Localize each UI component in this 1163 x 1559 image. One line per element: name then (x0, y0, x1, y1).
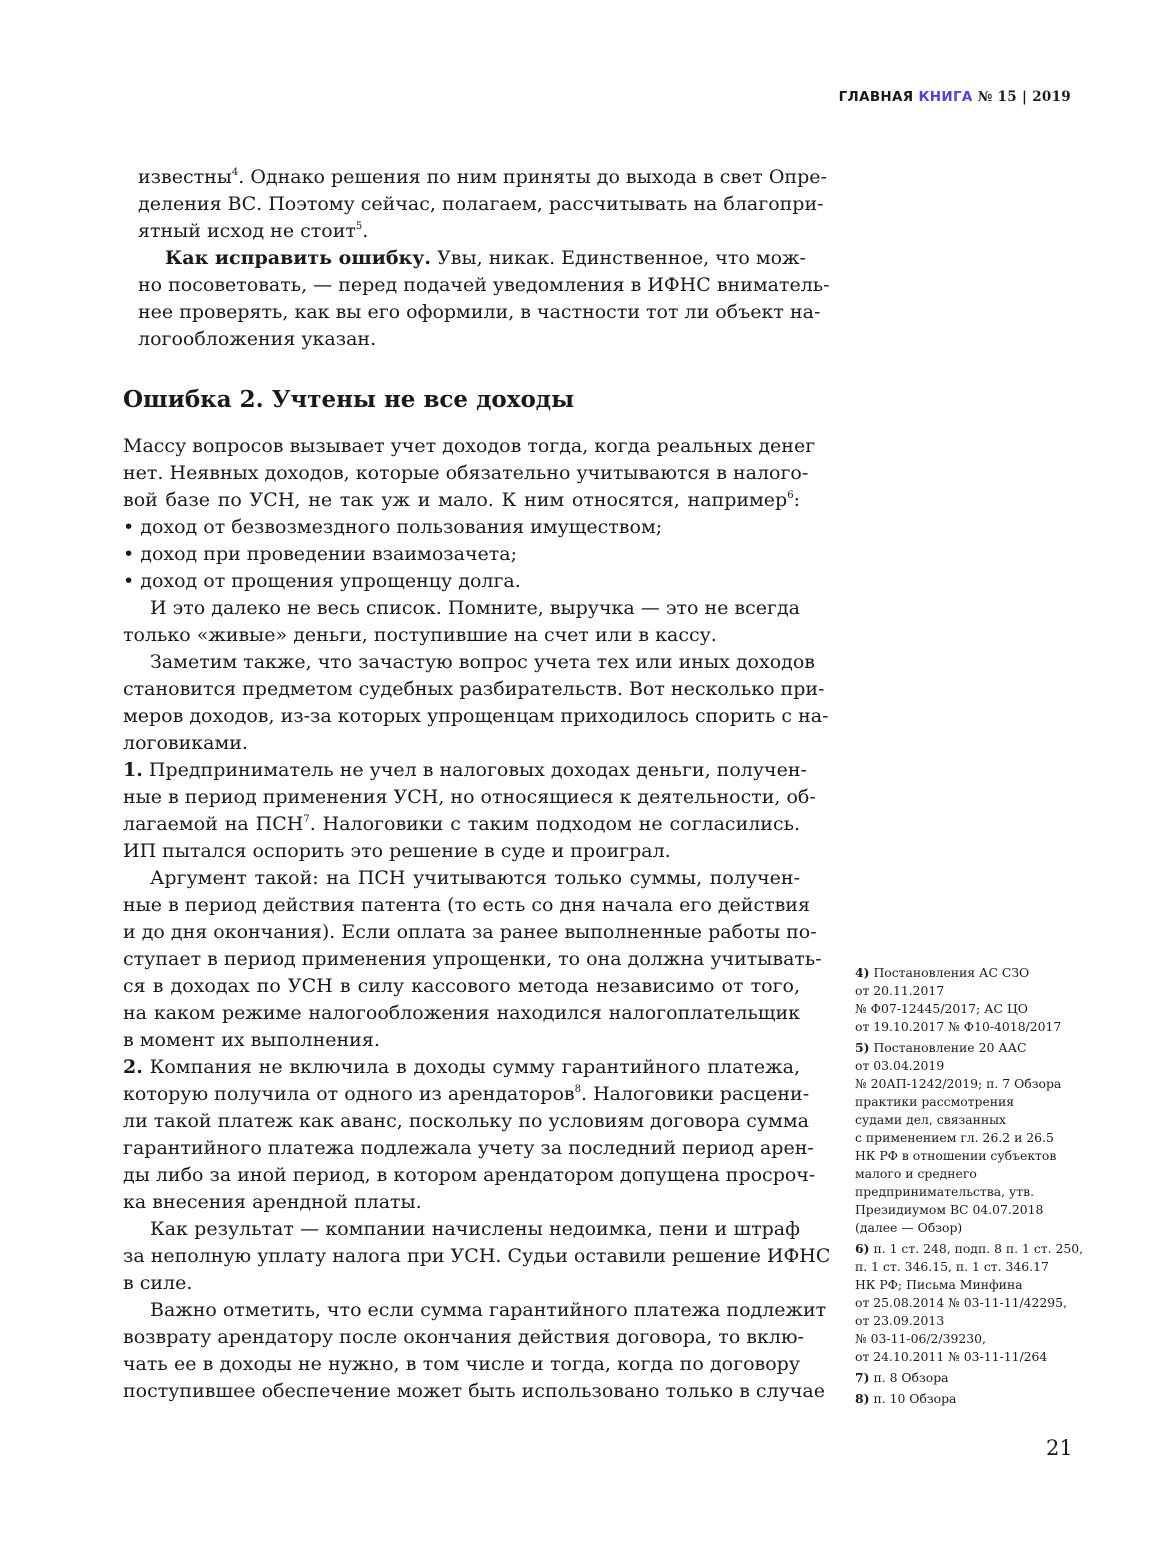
footnote (855, 1240, 1085, 1366)
text-line (123, 892, 810, 919)
footnote-text: с применением гл. 26.2 и 26.5 (855, 1130, 1054, 1145)
brand-kniga: КНИГА (918, 89, 973, 105)
text-line (138, 164, 827, 191)
line-text: ятный исход не стоит (138, 220, 356, 242)
text-line (123, 460, 809, 487)
line-text: . Налоговики с таким подходом не согласились. (309, 813, 800, 835)
text-line (123, 1135, 814, 1162)
footnote-text: судами дел, связанных (855, 1112, 1007, 1127)
footnote-number: 8) (855, 1391, 870, 1406)
text-line (150, 1216, 800, 1243)
text-line (123, 973, 800, 1000)
footnote-row (855, 1240, 1085, 1258)
footnote-row (855, 1312, 1085, 1330)
line-text: меров доходов, из-за которых упрощенцам приходилось спорить с на- (123, 705, 829, 727)
footnote (855, 964, 1085, 1036)
footnote-row (855, 1093, 1085, 1111)
footnote-row (855, 1258, 1085, 1276)
page-number: 21 (1046, 1436, 1073, 1460)
line-text: только «живые» деньги, поступившие на счет или в кассу. (123, 624, 717, 646)
footnote-row (855, 1039, 1085, 1057)
text-line (123, 730, 800, 757)
line-text: ка внесения арендной платы. (123, 1191, 422, 1213)
footnote-text: № 20АП-1242/2019; п. 7 Обзора (855, 1076, 1062, 1091)
issue-number: № 15 | 2019 (977, 89, 1071, 105)
text-line (123, 811, 800, 838)
text-line (138, 218, 800, 245)
section-heading: Ошибка 2. Учтены не все доходы (123, 386, 575, 413)
text-line (150, 1297, 827, 1324)
text-line (123, 1351, 800, 1378)
footnote-text: предпринимательства, утв. (855, 1184, 1035, 1199)
text-line (138, 272, 830, 299)
line-text: ступает в период применения упрощенки, то она должна учитывать- (123, 948, 822, 970)
footnote-ref: 7 (303, 814, 310, 825)
line-text: ные в период применения УСН, но относящиеся к деятельности, об- (123, 786, 816, 808)
footnote-text: от 20.11.2017 (855, 983, 945, 998)
footnote-row (855, 1147, 1085, 1165)
line-text: логообложения указан. (138, 328, 377, 350)
footnote-text: от 19.10.2017 № Ф10-4018/2017 (855, 1019, 1062, 1034)
line-text: . Однако решения по ним приняты до выхода в свет Опре- (238, 166, 827, 188)
footnote-text: (далее — Обзор) (855, 1220, 963, 1235)
footnote-row (855, 1111, 1085, 1129)
bold-lead: 2. (123, 1056, 143, 1078)
footnote-text: Постановления АС СЗО (873, 965, 1030, 980)
text-line (123, 1378, 825, 1405)
footnote-row (855, 1057, 1085, 1075)
text-line (123, 1189, 800, 1216)
footnote-text: малого и среднего (855, 1166, 977, 1181)
line-text: . Налоговики расцени- (580, 1083, 810, 1105)
text-line (150, 865, 800, 892)
footnote-row (855, 1348, 1085, 1366)
line-text: но посоветовать, — перед подачей уведомления в ИФНС вниматель- (138, 274, 830, 296)
text-line (138, 191, 824, 218)
line-text: логовиками. (123, 732, 248, 754)
text-line (123, 676, 825, 703)
text-line (123, 946, 822, 973)
text-line (123, 1081, 810, 1108)
footnote-row (855, 1294, 1085, 1312)
footnote (855, 1039, 1085, 1237)
line-text: вой базе по УСН, не так уж и мало. К ним относятся, например (123, 489, 788, 511)
footnote-text: п. 1 ст. 346.15, п. 1 ст. 346.17 (855, 1259, 1049, 1274)
footnote-text: НК РФ; Письма Минфина (855, 1277, 1023, 1292)
footnote-text: п. 10 Обзора (873, 1391, 957, 1406)
text-line (123, 1108, 809, 1135)
line-text: нее проверять, как вы его оформили, в частности тот ли объект на- (138, 301, 821, 323)
text-line (123, 784, 816, 811)
line-text: Аргумент такой: на ПСН учитываются только суммы, получен- (150, 867, 800, 889)
text-line (123, 1000, 800, 1027)
footnote-number: 6) (855, 1241, 870, 1256)
line-text: ся в доходах по УСН в силу кассового метода независимо от того, (123, 975, 800, 997)
footnote-text: Постановление 20 ААС (873, 1040, 1027, 1055)
line-text: в момент их выполнения. (123, 1029, 380, 1051)
brand-glavnaya: ГЛАВНАЯ (838, 89, 914, 105)
line-text: поступившее обеспечение может быть использовано только в случае (123, 1380, 825, 1402)
footnote-ref: 4 (231, 167, 239, 178)
footnote-row (855, 1018, 1085, 1036)
text-line (123, 622, 800, 649)
text-line (123, 757, 807, 784)
line-text: Массу вопросов вызывает учет доходов тогда, когда реальных денег (123, 435, 816, 457)
line-text: Предприниматель не учел в налоговых доходах деньги, получен- (142, 759, 807, 781)
line-text: становится предметом судебных разбирательств. Вот несколько при- (123, 678, 825, 700)
footnote-row (855, 1369, 1085, 1387)
footnote-ref: 6 (787, 490, 794, 501)
footnote-ref: 5 (355, 221, 363, 232)
line-text: чать ее в доходы не нужно, в том числе и тогда, когда по договору (123, 1353, 800, 1375)
text-line (165, 245, 806, 272)
footnote-row (855, 1165, 1085, 1183)
text-line (123, 919, 817, 946)
footnote-ref: 8 (574, 1084, 581, 1095)
footnotes (855, 964, 1085, 1411)
footnote (855, 1369, 1085, 1387)
line-text: лагаемой на ПСН (123, 813, 304, 835)
text-line (123, 1324, 804, 1351)
footnote-row (855, 982, 1085, 1000)
footnote-row (855, 1330, 1085, 1348)
bold-lead: Как исправить ошибку. (165, 247, 432, 269)
text-line (150, 649, 815, 676)
line-text: . (362, 220, 369, 242)
footnote-text: от 03.04.2019 (855, 1058, 945, 1073)
footnote-text: Президиумом ВС 04.07.2018 (855, 1202, 1044, 1217)
running-header (839, 89, 1071, 105)
footnote-number: 7) (855, 1370, 870, 1385)
footnote-row (855, 1201, 1085, 1219)
line-text: ные в период действия патента (то есть со дня начала его действия (123, 894, 810, 916)
footnote-row (855, 1219, 1085, 1237)
line-text: нет. Неявных доходов, которые обязательно учитываются в налого- (123, 462, 809, 484)
line-text: Увы, никак. Единственное, что мож- (431, 247, 806, 269)
footnote-text: от 25.08.2014 № 03-11-11/42295, (855, 1295, 1068, 1310)
footnote-row (855, 1075, 1085, 1093)
text-line (138, 326, 800, 353)
line-text: в силе. (123, 1272, 193, 1294)
footnote-text: от 24.10.2011 № 03-11-11/264 (855, 1349, 1048, 1364)
line-text: Важно отметить, что если сумма гарантийного платежа подлежит (150, 1299, 827, 1321)
text-line (123, 1270, 800, 1297)
text-line (123, 703, 829, 730)
line-text: • доход от прощения упрощенцу долга. (123, 570, 521, 592)
footnote-text: от 23.09.2013 (855, 1313, 945, 1328)
line-text: ды либо за иной период, в котором арендатором допущена просроч- (123, 1164, 816, 1186)
text-line (123, 568, 800, 595)
footnote-row (855, 964, 1085, 982)
footnote-number: 5) (855, 1040, 870, 1055)
footnote-number: 4) (855, 965, 870, 980)
text-line (138, 299, 821, 326)
line-text: : (793, 489, 800, 511)
line-text: ли такой платеж как аванс, поскольку по условиям договора сумма (123, 1110, 809, 1132)
footnote-text: № 03-11-06/2/39230, (855, 1331, 986, 1346)
footnote-row (855, 1276, 1085, 1294)
text-line (123, 541, 800, 568)
line-text: на каком режиме налогообложения находился налогоплательщик (123, 1002, 800, 1024)
text-line (150, 595, 800, 622)
footnote (855, 1390, 1085, 1408)
footnote-row (855, 1183, 1085, 1201)
line-text: возврату арендатору после окончания действия договора, то вклю- (123, 1326, 804, 1348)
line-text: гарантийного платежа подлежала учету за последний период арен- (123, 1137, 814, 1159)
footnote-text: НК РФ в отношении субъектов (855, 1148, 1057, 1163)
line-text: • доход при проведении взаимозачета; (123, 543, 517, 565)
text-line (123, 838, 800, 865)
text-line (123, 1054, 800, 1081)
line-text: и до дня окончания). Если оплата за ранее выполненные работы по- (123, 921, 817, 943)
line-text: Компания не включила в доходы сумму гарантийного платежа, (142, 1056, 800, 1078)
footnote-row (855, 1129, 1085, 1147)
text-line (123, 487, 800, 514)
text-line (123, 1243, 831, 1270)
line-text: известны (138, 166, 232, 188)
line-text: за неполную уплату налога при УСН. Судьи оставили решение ИФНС (123, 1245, 831, 1267)
text-line (123, 1027, 800, 1054)
line-text: Заметим также, что зачастую вопрос учета тех или иных доходов (150, 651, 815, 673)
text-line (123, 433, 816, 460)
line-text: • доход от безвозмездного пользования имуществом; (123, 516, 663, 538)
line-text: деления ВС. Поэтому сейчас, полагаем, рассчитывать на благопри- (138, 193, 824, 215)
text-line (123, 1162, 816, 1189)
line-text: которую получила от одного из арендаторов (123, 1083, 575, 1105)
footnote-text: практики рассмотрения (855, 1094, 1015, 1109)
footnote-text: п. 8 Обзора (873, 1370, 949, 1385)
text-line (123, 514, 800, 541)
footnote-row (855, 1390, 1085, 1408)
bold-lead: 1. (123, 759, 143, 781)
footnote-text: п. 1 ст. 248, подп. 8 п. 1 ст. 250, (873, 1241, 1084, 1256)
line-text: Как результат — компании начислены недоимка, пени и штраф (150, 1218, 800, 1240)
footnote-text: № Ф07-12445/2017; АС ЦО (855, 1001, 1028, 1016)
footnote-row (855, 1000, 1085, 1018)
line-text: ИП пытался оспорить это решение в суде и проиграл. (123, 840, 671, 862)
line-text: И это далеко не весь список. Помните, выручка — это не всегда (150, 597, 800, 619)
